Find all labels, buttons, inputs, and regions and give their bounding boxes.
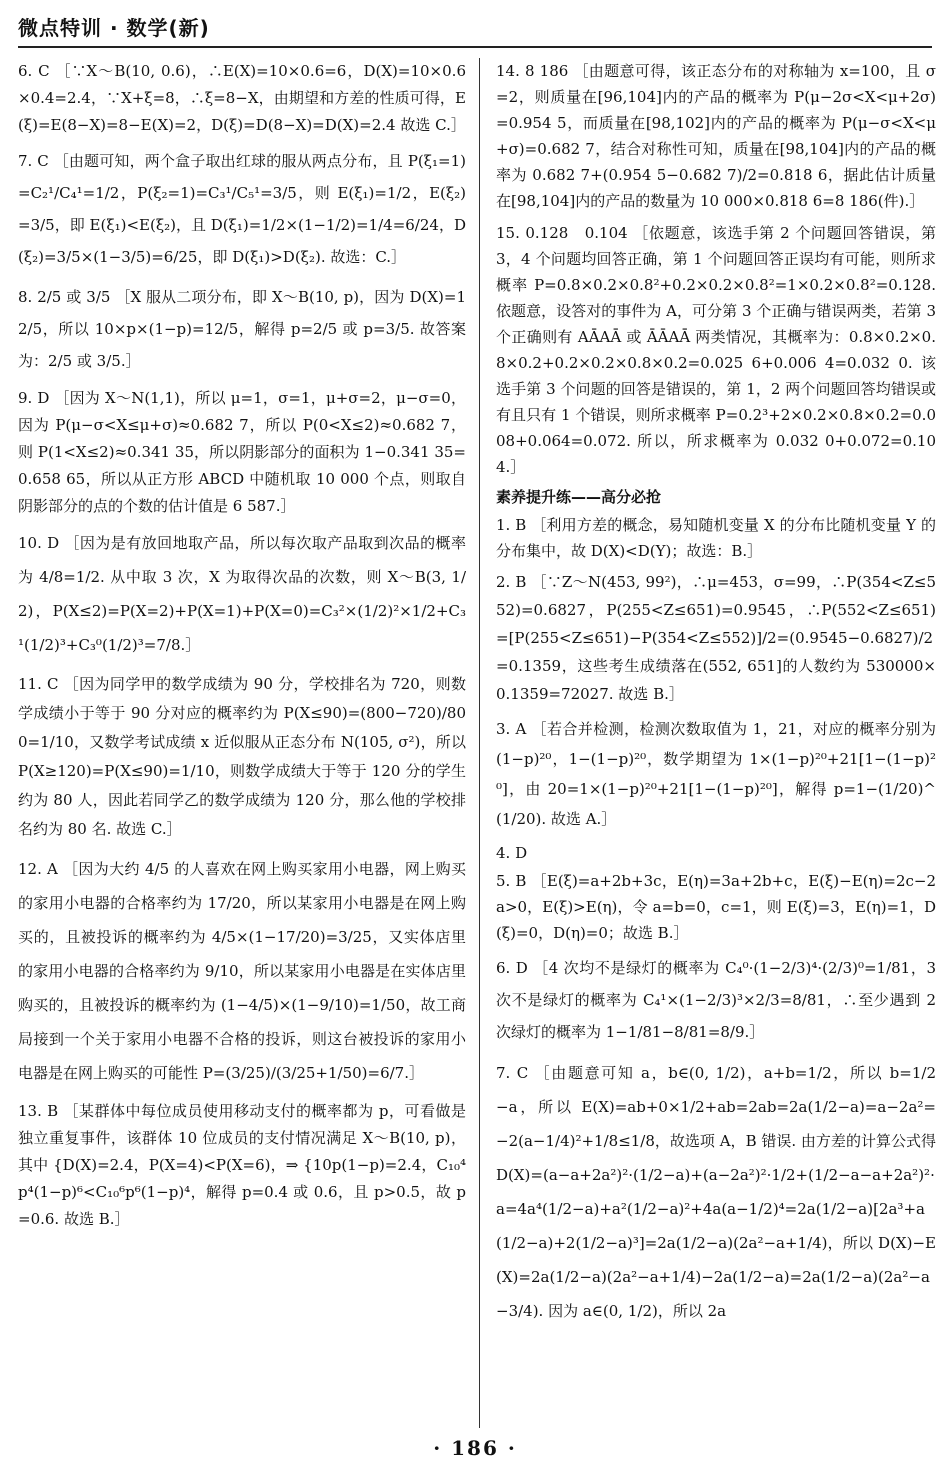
answer-item: 6. C ［∵X～B(10, 0.6)，∴E(X)=10×0.6=6，D(X)=10×0.6×0.4=2.4，∵X+ξ=8，∴ξ=8−X，由期望和方差的性质可得，E(ξ)=E(8−X)=8−E(X)=2，D(ξ)=D(8−X)=D(X)=2.4 故选 C.］ [18,62,466,134]
answer-item: 1. B ［利用方差的概念，易知随机变量 X 的分布比随机变量 Y 的分布集中，故 D(X)<D(Y)；故选：B.］ [496,516,936,560]
answer-item: 7. C ［由题意可知 a，b∈(0, 1/2)，a+b=1/2，所以 b=1/2−a，所以 E(X)=ab+0×1/2+ab=2ab=2a(1/2−a)=a−2a²=−2(a−1/4)²+1/8≤1/8，故选项 A，B 错误. 由方差的计算公式得 D(X)=(a−a+2a²)²·(1/2−a)+(a−2a²)²·1/2+(1/2−a−a+2a²)²·a=4a⁴(1/2−a)+a²(1/2−a)²+4a(a−1/2)⁴=2a(1/2−a)[2a³+a(1/2−a)+2(1/2−a)³]=2a(1/2−a)(2a²−a+1/4)，所以 D(X)−E(X)=2a(1/2−a)(2a²−a+1/4)−2a(1/2−a)=2a(1/2−a)(2a²−a−3/4). 因为 a∈(0, 1/2)，所以 2a [496,1064,941,1320]
answer-item: 11. C ［因为同学甲的数学成绩为 90 分，学校排名为 720，则数学成绩小于等于 90 分对应的概率约为 P(X≤90)=(800−720)/800=1/10，又数学考试成绩 x 近似服从正态分布 N(105, σ²)，所以 P(X≥120)=P(X≤90)=1/10，则数学成绩大于等于 120 分的学生约为 80 人，因此若同学乙的数学成绩为 120 分，那么他的学校排名约为 80 名. 故选 C.］ [18,675,471,838]
answer-item: 8. 2/5 或 3/5 ［X 服从二项分布，即 X～B(10, p)，因为 D(X)=12/5，所以 10×p×(1−p)=12/5，解得 p=2/5 或 p=3/5. 故答案为：2/5 或 3/5.］ [18,288,466,370]
answer-item: 13. B ［某群体中每位成员使用移动支付的概率都为 p，可看做是独立重复事件，该群体 10 位成员的支付情况满足 X～B(10, p)，其中 {D(X)=2.4，P(X=4)<P(X=6)，⇒ {10p(1−p)=2.4，C₁₀⁴p⁴(1−p)⁶<C₁₀⁶p⁶(1−p)⁴，解得 p=0.4 或 0.6，且 p>0.5，故 p=0.6. 故选 B.］ [18,1102,466,1228]
answer-item: 6. D ［4 次均不是绿灯的概率为 C₄⁰·(1−2/3)⁴·(2/3)⁰=1/81，3 次不是绿灯的概率为 C₄¹×(1−2/3)³×2/3=8/81，∴至少遇到 2 次绿灯的概率为 1−1/81−8/81=8/9.］ [496,959,941,1041]
column-divider [479,58,480,1428]
section-title: 素养提升练——高分必抢 [496,488,662,506]
answer-item: 2. B ［∵Z～N(453, 99²)，∴μ=453，σ=99，∴P(354<Z≤552)=0.6827，P(255<Z≤651)=0.9545，∴P(552<Z≤651)=[P(255<Z≤651)−P(354<Z≤552)]/2=(0.9545−0.6827)/2=0.1359，这些考生成绩落在(552, 651]的人数约为 530000×0.1359=72027. 故选 B.］ [496,573,936,703]
answer-item: 14. 8 186 ［由题意可得，该正态分布的对称轴为 x=100，且 σ=2，则质量在[96,104]内的产品的概率为 P(μ−2σ<X<μ+2σ)=0.954 5，而质量在[98,102]内的产品的概率为 P(μ−σ<X<μ+σ)=0.682 7，结合对称性可知，质量在[98,104]内的产品的概率为 0.682 7+(0.954 5−0.682 7)/2=0.818 6，据此估计质量在[98,104]内的产品的数量为 10 000×0.818 6=8 186(件).］ [496,62,936,210]
answer-item: 12. A ［因为大约 4/5 的人喜欢在网上购买家用小电器，网上购买的家用小电器的合格率约为 17/20，所以某家用小电器是在网上购买的，且被投诉的概率约为 4/5×(1−17/20)=3/25，又实体店里的家用小电器的合格率约为 9/10，所以某家用小电器是在实体店里购买的，且被投诉的概率约为 (1−4/5)×(1−9/10)=1/50，故工商局接到一个关于家用小电器不合格的投诉，则这台被投诉的家用小电器是在网上购买的可能性 P=(3/25)/(3/25+1/50)=6/7.］ [18,860,466,1082]
page-number: · 186 · [433,1436,517,1460]
answer-item: 7. C ［由题可知，两个盒子取出红球的服从两点分布，且 P(ξ₁=1)=C₂¹/C₄¹=1/2，P(ξ₂=1)=C₃¹/C₅¹=3/5，则 E(ξ₁)=1/2，E(ξ₂)=3/5，即 E(ξ₁)<E(ξ₂)，且 D(ξ₁)=1/2×(1−1/2)=1/4=6/24，D(ξ₂)=3/5×(1−3/5)=6/25，即 D(ξ₁)>D(ξ₂). 故选：C.］ [18,152,466,266]
answer-item: 5. B ［E(ξ)=a+2b+3c，E(η)=3a+2b+c，E(ξ)−E(η)=2c−2a>0，E(ξ)>E(η)，令 a=b=0，c=1，则 E(ξ)=3，E(η)=1，D(ξ)=0，D(η)=0；故选 B.］ [496,872,936,942]
page-header [18,6,932,48]
header-title: 微点特训 · 数学(新) [18,16,210,40]
right-column [496,58,941,1428]
answer-item: 10. D ［因为是有放回地取产品，所以每次取产品取到次品的概率为 4/8=1/2. 从中取 3 次，X 为取得次品的次数，则 X～B(3, 1/2)，P(X≤2)=P(X=2)+P(X=1)+P(X=0)=C₃²×(1/2)²×1/2+C₃¹(1/2)³+C₃⁰(1/2)³=7/8.］ [18,534,466,654]
answer-item: 15. 0.128 0.104 ［依题意，该选手第 2 个问题回答错误，第 3，4 个问题均回答正确，第 1 个问题回答正误均有可能，则所求概率 P=0.8×0.2×0.8²+0.2×0.2×0.8²=1×0.2×0.8²=0.128. 依题意，设答对的事件为 A，可分第 3 个正确与错误两类，若第 3 个正确则有 AĀAĀ 或 ĀĀAĀ 两类情况，其概率为：0.8×0.2×0.8×0.2+0.2×0.2×0.8×0.2=0.025 6+0.006 4=0.032 0. 该选手第 3 个问题的回答是错误的，第 1，2 两个问题回答均错误或有且只有 1 个错误，则所求概率 P=0.2³+2×0.2×0.8×0.2=0.008+0.064=0.072. 所以，所求概率为 0.032 0+0.072=0.104.］ [496,224,941,476]
answer-item: 4. D [496,844,528,862]
answer-item: 9. D ［因为 X～N(1,1)，所以 μ=1，σ=1，μ+σ=2，μ−σ=0，因为 P(μ−σ<X≤μ+σ)≈0.682 7，所以 P(0<X≤2)≈0.682 7，则 P(1<X≤2)≈0.341 35，所以阴影部分的面积为 1−0.341 35=0.658 65，所以从正方形 ABCD 中随机取 10 000 个点，则取自阴影部分的点的个数的估计值是 6 587.］ [18,389,466,515]
left-column [18,58,471,1428]
answer-item: 3. A ［若合并检测，检测次数取值为 1，21，对应的概率分别为 (1−p)²⁰，1−(1−p)²⁰，数学期望为 1×(1−p)²⁰+21[1−(1−p)²⁰]，由 20=1×(1−p)²⁰+21[1−(1−p)²⁰]，解得 p=1−(1/20)^(1/20). 故选 A.］ [496,720,941,828]
